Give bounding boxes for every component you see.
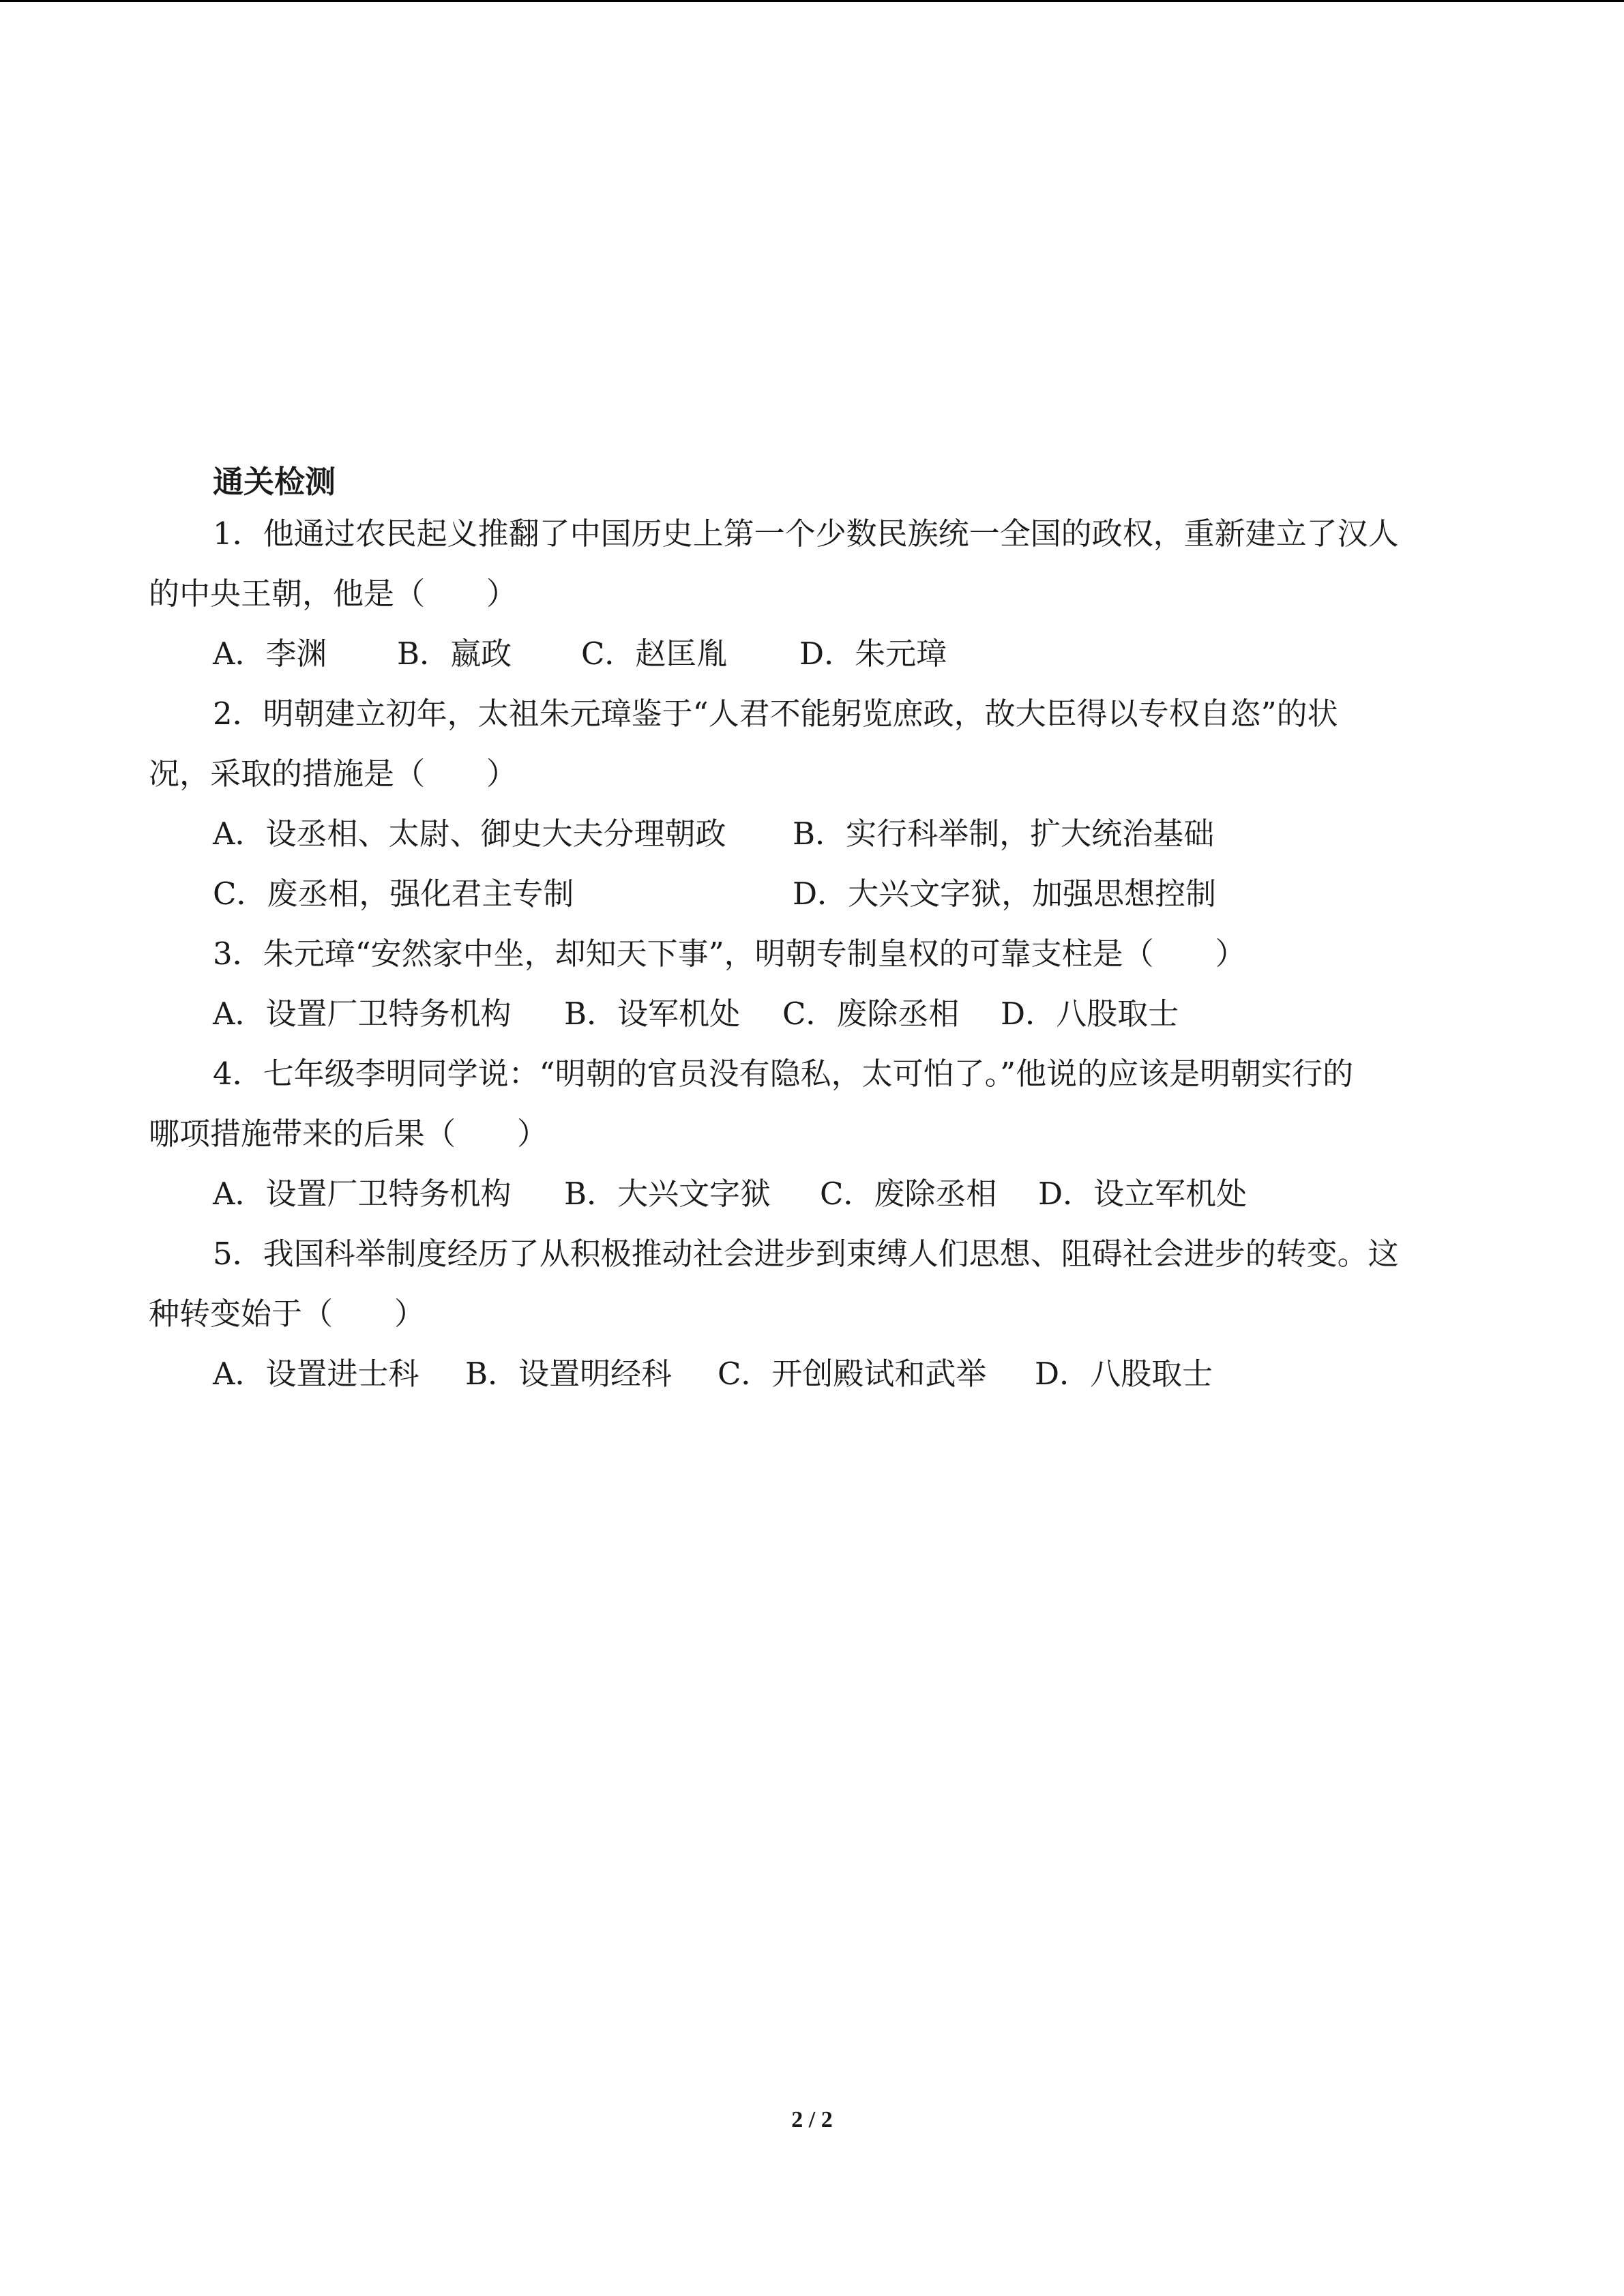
option-b: B．实行科举制，扩大统治基础 xyxy=(793,816,1215,852)
option-b: B．嬴政 xyxy=(397,636,512,672)
question-4-stem-line-2: 哪项措施带来的后果（ ） xyxy=(149,1116,548,1152)
question-3-stem: 3．朱元璋“安然家中坐，却知天下事”，明朝专制皇权的可靠支柱是（ ） xyxy=(213,936,1246,972)
question-5-stem-line-2: 种转变始于（ ） xyxy=(149,1296,426,1332)
question-4-stem-line-1: 4．七年级李明同学说：“明朝的官员没有隐私，太可怕了。”他说的应该是明朝实行的 xyxy=(213,1056,1354,1092)
option-a: A．设丞相、太尉、御史大夫分理朝政 xyxy=(213,816,726,852)
option-a: A．李渊 xyxy=(213,636,327,672)
question-1-stem-line-2: 的中央王朝，他是（ ） xyxy=(149,576,518,612)
question-1-stem-line-1: 1．他通过农民起义推翻了中国历史上第一个少数民族统一全国的政权，重新建立了汉人 xyxy=(213,516,1399,552)
option-b: B．设军机处 xyxy=(564,996,741,1032)
option-d: D．大兴文字狱，加强思想控制 xyxy=(793,876,1217,912)
question-5-stem-line-1: 5．我国科举制度经历了从积极推动社会进步到束缚人们思想、阻碍社会进步的转变。这 xyxy=(213,1236,1399,1272)
question-1-options xyxy=(213,636,947,672)
option-b: B．设置明经科 xyxy=(465,1356,673,1392)
option-d: D．八股取士 xyxy=(1001,996,1179,1032)
question-2-stem-line-2: 况，采取的措施是（ ） xyxy=(149,756,518,792)
question-4-options xyxy=(213,1176,1247,1212)
top-border-rule xyxy=(0,0,1624,2)
option-a: A．设置厂卫特务机构 xyxy=(213,1176,512,1212)
option-c: C．废丞相，强化君主专制 xyxy=(213,876,574,912)
option-d: D．八股取士 xyxy=(1035,1356,1213,1392)
option-d: D．设立军机处 xyxy=(1038,1176,1247,1212)
question-5-options xyxy=(213,1356,1213,1392)
question-3-options xyxy=(213,996,1179,1032)
option-c: C．废除丞相 xyxy=(820,1176,997,1212)
option-b: B．大兴文字狱 xyxy=(564,1176,771,1212)
option-d: D．朱元璋 xyxy=(799,636,947,672)
option-a: A．设置进士科 xyxy=(213,1356,419,1392)
page-number: 2 / 2 xyxy=(791,2107,833,2132)
question-2-options-row-2 xyxy=(213,876,1217,912)
question-2-stem-line-1: 2．明朝建立初年，太祖朱元璋鉴于“人君不能躬览庶政，故大臣得以专权自恣”的状 xyxy=(213,696,1338,732)
option-c: C．赵匡胤 xyxy=(581,636,728,672)
question-2-options-row-1 xyxy=(213,816,1215,852)
option-a: A．设置厂卫特务机构 xyxy=(213,996,512,1032)
option-c: C．废除丞相 xyxy=(782,996,960,1032)
option-c: C．开创殿试和武举 xyxy=(718,1356,987,1392)
section-title: 通关检测 xyxy=(213,464,336,500)
